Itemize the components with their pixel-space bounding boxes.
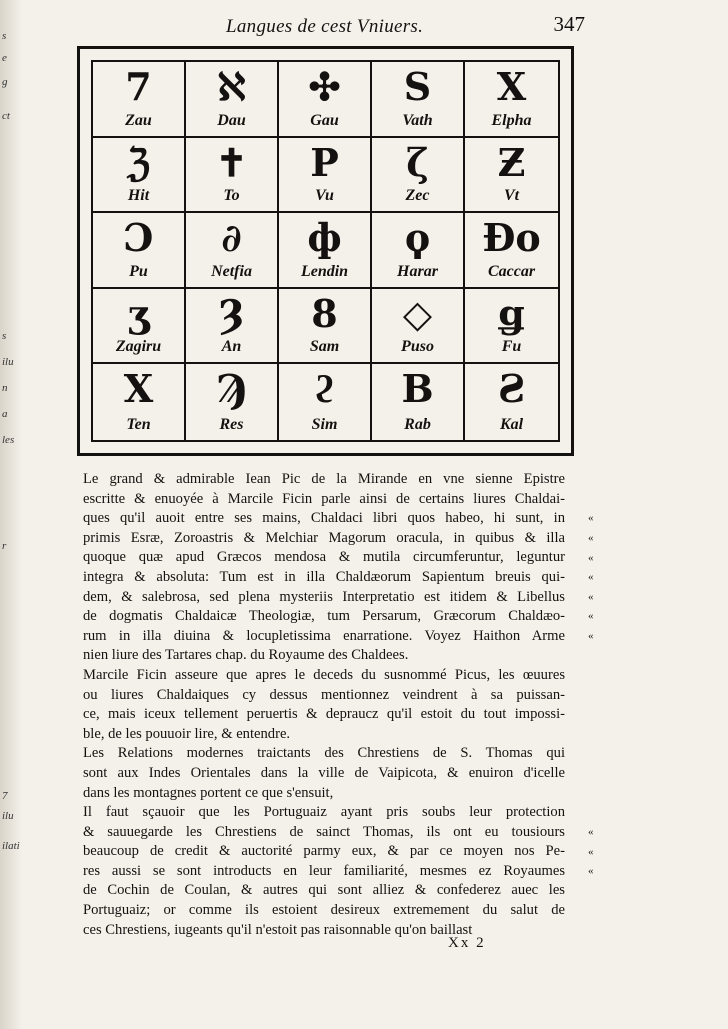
letter-glyph: ◇ <box>402 290 433 336</box>
letter-name: Zagiru <box>115 338 162 356</box>
text-line: Les Relations modernes traictants des Chrestiens de S. Thomas qui <box>83 745 565 762</box>
letter-name: Zec <box>405 187 430 205</box>
alphabet-cell <box>465 213 558 289</box>
letter-glyph: ϩ <box>313 366 336 412</box>
letter-name: Rab <box>404 415 431 433</box>
letter-name: Harar <box>397 262 438 280</box>
letter-glyph: Ȝ <box>218 290 245 336</box>
alphabet-cell <box>372 62 465 138</box>
alphabet-cell <box>372 289 465 365</box>
letter-name: Sam <box>309 338 340 356</box>
text-line: ou liures Chaldaiques cy dessus mentionnez veindrent à sa puissan- <box>83 686 565 703</box>
signature-mark: Xx 2 <box>448 935 486 951</box>
letter-glyph: Ɖo <box>482 215 541 261</box>
alphabet-cell <box>93 289 186 365</box>
body-text <box>83 470 565 940</box>
margin-fragment: n <box>2 382 8 394</box>
text-line: ques qu'il auoit entre ses mains, Chaldaci libri quos habeo, hi sunt, in <box>83 510 565 527</box>
letter-name: An <box>221 338 242 356</box>
letter-glyph: 8 <box>311 290 338 336</box>
letter-glyph: Ƨ <box>497 366 526 412</box>
alphabet-cell <box>93 62 186 138</box>
text-line: ble, de les pouuoir lire, & entendre. <box>83 725 291 742</box>
letter-name: Netfia <box>211 262 252 280</box>
margin-fragment: s <box>2 30 7 42</box>
alphabet-cell <box>372 213 465 289</box>
letter-glyph: Ƶ <box>497 139 526 185</box>
quote-mark: « <box>588 571 594 584</box>
letter-name: To <box>223 187 240 205</box>
margin-fragment: 7 <box>2 790 8 802</box>
letter-name: Dau <box>217 111 246 129</box>
alphabet-cell <box>93 138 186 214</box>
letter-glyph: ℵ <box>217 64 246 109</box>
letter-glyph: S <box>403 64 432 109</box>
letter-glyph: ϙ <box>404 215 431 261</box>
alphabet-cell <box>279 213 372 289</box>
text-line: dem, & salebrosa, sed plena mysteriis Interpretatio est itidem & Libellus <box>83 588 565 605</box>
letter-name: Sim <box>311 415 338 433</box>
letter-glyph: Ϡ <box>216 366 247 412</box>
quote-mark: « <box>588 532 594 544</box>
quote-mark: « <box>588 512 594 525</box>
letter-glyph: ✣ <box>308 64 341 109</box>
letter-name: Lendin <box>300 262 349 280</box>
margin-fragment: a <box>2 408 8 420</box>
text-line: Marcile Ficin asseure que apres le deceds du susnommé Picus, les œuures <box>83 666 565 683</box>
letter-name: Zau <box>125 111 152 129</box>
letter-name: Vu <box>315 187 334 205</box>
alphabet-cell <box>93 213 186 289</box>
text-line: ce, mais iceux tellement peruertis & depraucz qu'il estoit du tout impossi- <box>83 706 565 723</box>
alphabet-cell <box>372 138 465 214</box>
margin-fragment: g <box>2 76 8 88</box>
margin-fragment: r <box>2 540 7 552</box>
text-line: integra & absoluta: Tum est in illa Chaldæorum Sapientum breuis qui- <box>83 568 565 585</box>
margin-fragment: ct <box>2 110 10 122</box>
text-line: escritte & enuoyée à Marcile Ficin parle ainsi de certains liures Chaldai- <box>83 490 565 507</box>
margin-fragment: s <box>2 330 7 342</box>
letter-name: Vt <box>503 187 520 205</box>
alphabet-cell <box>372 364 465 440</box>
quote-mark: « <box>588 865 594 878</box>
letter-name: Ten <box>126 415 151 433</box>
letter-name: Hit <box>127 187 150 205</box>
text-line: res aussi se sont introducts en leur familiarité, mesmes ez Royaumes <box>83 862 565 879</box>
page-header <box>70 12 585 42</box>
alphabet-cell <box>465 364 558 440</box>
text-line: beaucoup de credit & auctorité parmy eux, & par ce moyen nos Pe- <box>83 843 565 860</box>
letter-name: Gau <box>310 111 339 129</box>
running-title: Langues de cest Vniuers. <box>226 16 424 37</box>
quote-mark: « <box>588 826 594 838</box>
letter-glyph: P <box>310 139 339 185</box>
letter-glyph: ǥ <box>498 290 525 336</box>
alphabet-cell <box>186 364 279 440</box>
alphabet-cell <box>279 364 372 440</box>
letter-glyph: ζ <box>406 139 429 185</box>
letter-name: Puso <box>401 338 434 356</box>
alphabet-cell <box>465 138 558 214</box>
letter-name: Caccar <box>487 262 536 280</box>
letter-name: Fu <box>501 338 522 356</box>
margin-fragment: e <box>2 52 7 64</box>
text-line: quoque quæ apud Græcos mendosa & mutila circumferuntur, leguntur <box>83 549 565 566</box>
quote-mark: « <box>588 610 594 623</box>
text-line: de dogmatis Chaldaicæ Theologiæ, tum Persarum, Græcorum Chaldæo- <box>83 608 565 625</box>
letter-glyph: X <box>123 366 154 412</box>
text-line: ces Chrestiens, iugeants qu'il n'estoit pas raisonnable qu'on baillast <box>83 921 473 938</box>
letter-name: Pu <box>129 262 148 280</box>
page-number: 347 <box>553 12 585 36</box>
quote-mark: « <box>588 845 594 858</box>
text-line: Il faut sçauoir que les Portuguaiz ayant pris soubs leur protection <box>83 804 565 821</box>
alphabet-table <box>91 60 560 442</box>
text-line: Portuguaiz; or comme ils estoient desireux extremement du salut de <box>83 902 565 919</box>
alphabet-cell <box>186 289 279 365</box>
letter-glyph: ʒ <box>127 290 150 336</box>
text-line: primis Esræ, Zoroastris & Melchiar Magorum oracula, in quibus & illa <box>83 529 565 546</box>
quote-mark: « <box>588 551 594 564</box>
letter-glyph: ℨ <box>126 139 151 185</box>
alphabet-cell <box>465 289 558 365</box>
alphabet-cell <box>465 62 558 138</box>
margin-fragment: ilati <box>2 840 20 852</box>
alphabet-cell <box>279 138 372 214</box>
text-line: rum in illa diuina & locupletissima enarratione. Voyez Haithon Arme <box>83 627 565 644</box>
text-line: & sauuegarde les Chrestiens de sainct Thomas, ils ont eu tousiours <box>83 823 565 840</box>
alphabet-cell <box>279 289 372 365</box>
quote-mark: « <box>588 630 594 642</box>
alphabet-cell <box>93 364 186 440</box>
letter-glyph: 7 <box>125 64 152 109</box>
letter-name: Kal <box>499 415 524 433</box>
alphabet-cell <box>279 62 372 138</box>
quote-mark: « <box>588 590 594 603</box>
letter-name: Elpha <box>491 111 532 129</box>
letter-glyph: Ɔ <box>123 215 154 261</box>
text-line: sont aux Indes Orientales dans la ville de Vaipicota, & enuiron d'icelle <box>83 764 565 781</box>
text-line: de Cochin de Coulan, & autres qui sont alliez & confederez auec les <box>83 882 565 899</box>
margin-fragment: les <box>2 434 15 446</box>
text-line: dans les montagnes portent ce que s'ensuit, <box>83 784 334 801</box>
margin-fragment: ilu <box>2 356 14 368</box>
alphabet-table-frame <box>77 46 574 456</box>
letter-glyph: ф <box>307 215 342 261</box>
margin-fragment: ilu <box>2 810 14 822</box>
letter-glyph: ✝ <box>215 139 248 185</box>
text-line: nien liure des Tartares chap. du Royaume des Chaldees. <box>83 647 409 664</box>
alphabet-cell <box>186 62 279 138</box>
page-gutter-shadow <box>0 0 22 1029</box>
alphabet-cell <box>186 138 279 214</box>
alphabet-cell <box>186 213 279 289</box>
text-line: Le grand & admirable Iean Pic de la Mirande en vne sienne Epistre <box>83 471 565 487</box>
letter-glyph: B <box>401 366 434 412</box>
letter-name: Res <box>219 415 244 433</box>
letter-glyph: X <box>496 64 527 109</box>
letter-glyph: ∂ <box>221 215 242 261</box>
letter-name: Vath <box>402 111 433 129</box>
